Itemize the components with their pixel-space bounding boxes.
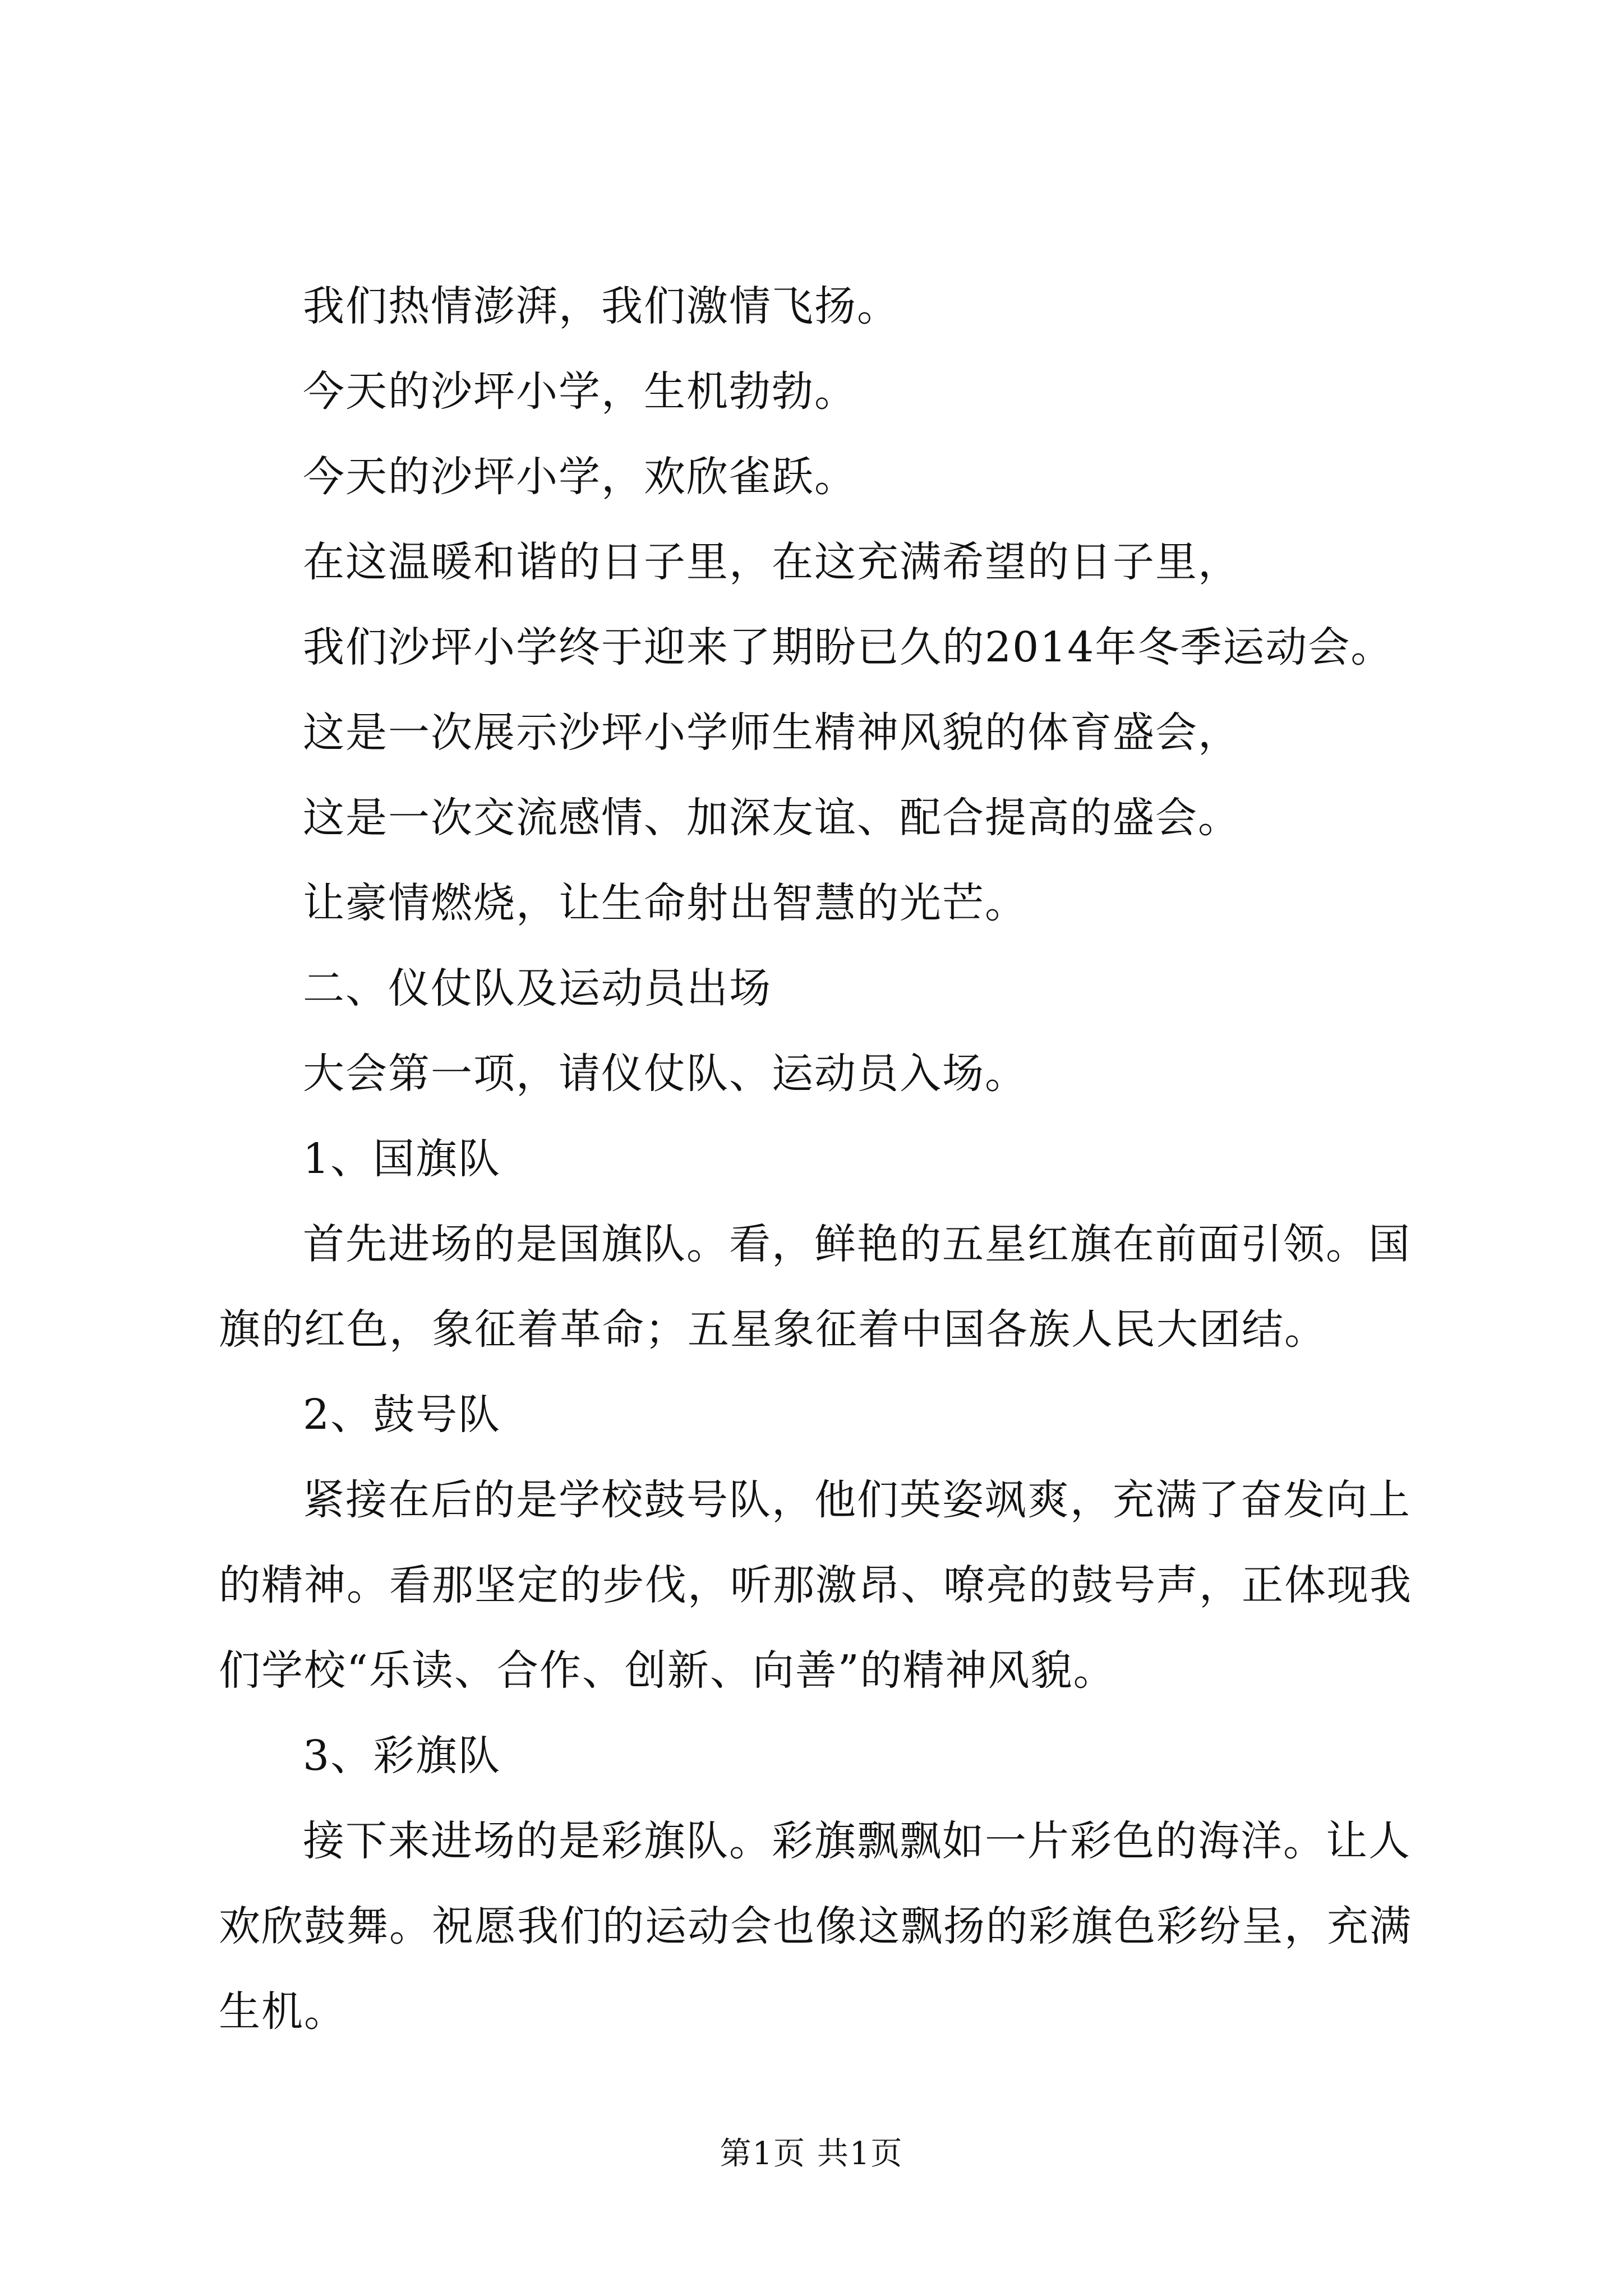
- page-footer: 第1页 共1页: [720, 2136, 903, 2172]
- text-line: 我们沙坪小学终于迎来了期盼已久的2014年冬季运动会。: [303, 623, 1394, 671]
- paragraph-colored-flag-team: [219, 1798, 1424, 2054]
- text-line: 今天的沙坪小学，生机勃勃。: [303, 367, 857, 416]
- paragraph-line: 生机。: [219, 1987, 347, 2036]
- paragraph-line: 紧接在后的是学校鼓号队，他们英姿飒爽，充满了奋发向上: [303, 1476, 1411, 1524]
- text-line: 我们热情澎湃，我们激情飞扬。: [303, 282, 900, 330]
- text-line: 大会第一项，请仪仗队、运动员入场。: [303, 1050, 1027, 1098]
- paragraph-line: 首先进场的是国旗队。看，鲜艳的五星红旗在前面引领。国: [303, 1220, 1411, 1268]
- paragraph-line: 旗的红色，象征着革命；五星象征着中国各族人民大团结。: [219, 1305, 1327, 1354]
- document-body: [219, 264, 1424, 2054]
- subsection-heading: 1、国旗队: [303, 1135, 501, 1183]
- paragraph-line: 接下来进场的是彩旗队。彩旗飘飘如一片彩色的海洋。让人: [303, 1817, 1411, 1865]
- paragraph-drum-team: [219, 1457, 1424, 1713]
- subsection-heading: 3、彩旗队: [303, 1732, 501, 1780]
- paragraph-line: 的精神。看那坚定的步伐，听那激昂、嘹亮的鼓号声，正体现我: [219, 1561, 1412, 1609]
- paragraph-line: 们学校“乐读、合作、创新、向善”的精神风貌。: [219, 1646, 1116, 1695]
- section-heading: 二、仪仗队及运动员出场: [303, 964, 772, 1013]
- paragraph-flag-team: [219, 1202, 1424, 1372]
- text-line: 这是一次展示沙坪小学师生精神风貌的体育盛会，: [303, 708, 1241, 757]
- paragraph-line: 欢欣鼓舞。祝愿我们的运动会也像这飘扬的彩旗色彩纷呈，充满: [219, 1902, 1412, 1950]
- subsection-heading: 2、鼓号队: [303, 1391, 501, 1439]
- text-line: 让豪情燃烧，让生命射出智慧的光芒。: [303, 879, 1027, 927]
- text-line: 在这温暖和谐的日子里，在这充满希望的日子里，: [303, 538, 1241, 586]
- text-line: 这是一次交流感情、加深友谊、配合提高的盛会。: [303, 794, 1241, 842]
- text-line: 今天的沙坪小学，欢欣雀跃。: [303, 453, 857, 501]
